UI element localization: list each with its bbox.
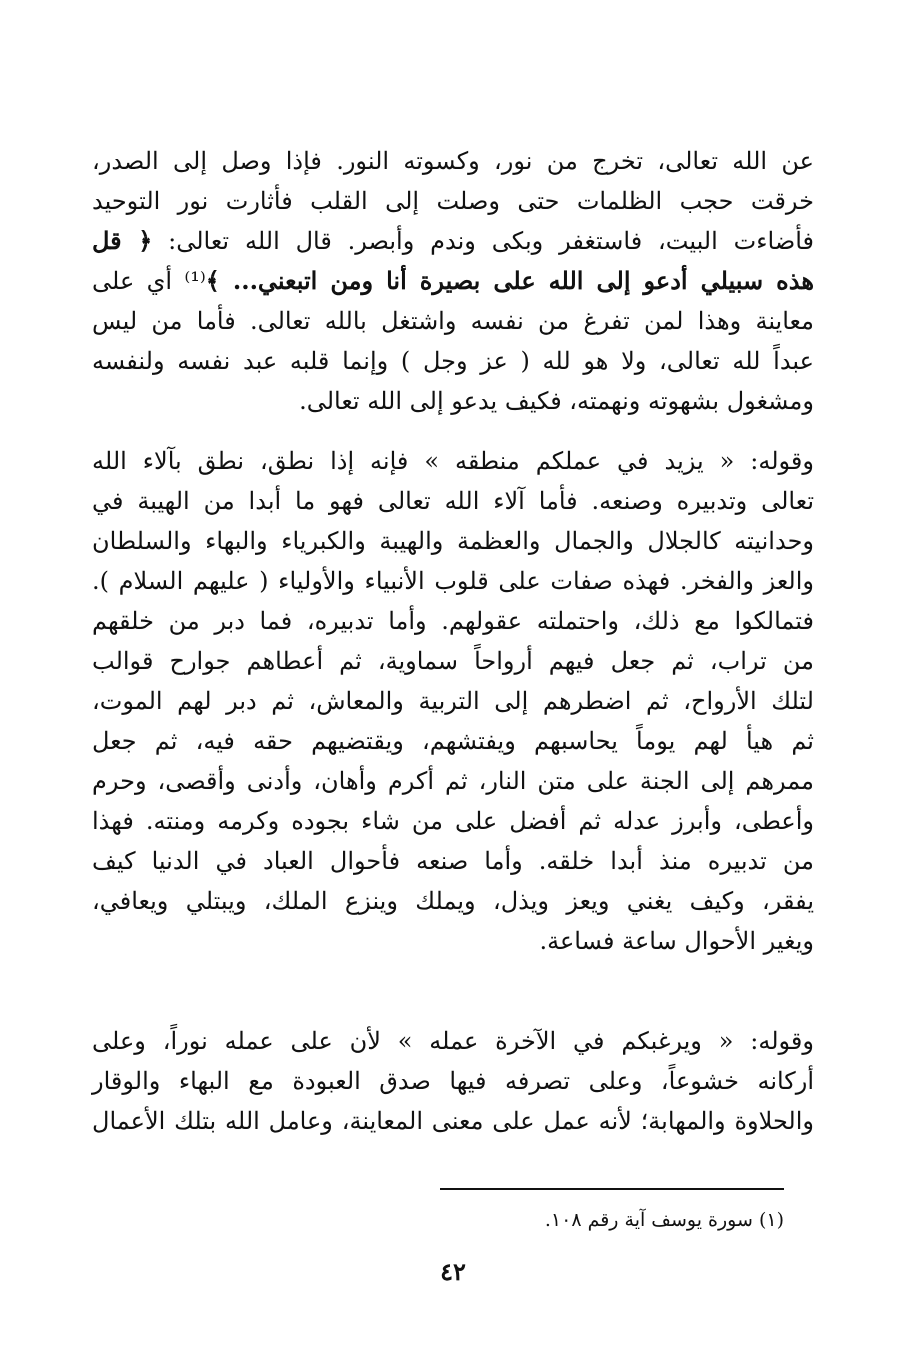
text-line: من تراب، ثم جعل فيهم أرواحاً سماوية، ثم أعطاهم جوارح قوالب xyxy=(92,647,814,675)
text-line: ويغير الأحوال ساعة فساعة. xyxy=(539,927,814,955)
book-page xyxy=(92,0,814,1358)
text-line: وقوله: « يزيد في عملكم منطقه » فإنه إذا نطق، نطق بآلاء الله xyxy=(92,447,814,475)
quran-verse: هذه سبيلي أدعو إلى الله على بصيرة أنا ومن اتبعني... ﴾ xyxy=(205,266,815,295)
text-line: فتمالكوا مع ذلك، واحتملته عقولهم. وأما تدبيره، فما دبر من خلقهم xyxy=(92,607,814,635)
footnote-divider xyxy=(440,1188,784,1190)
text-run: فأضاءت البيت، فاستغفر وبكى وندم وأبصر. قال الله تعالى: xyxy=(152,227,814,255)
text-line: من تدبيره منذ أبدا خلقه. وأما صنعه فأحوال العباد في الدنيا كيف xyxy=(92,847,814,875)
footnote: (١) سورة يوسف آية رقم ١٠٨. xyxy=(544,1209,784,1231)
text-line: وقوله: « ويرغبكم في الآخرة عمله » لأن على عمله نوراً، وعلى xyxy=(92,1027,814,1055)
text-line: والعز والفخر. فهذه صفات على قلوب الأنبياء والأولياء ( عليهم السلام ). xyxy=(92,567,814,595)
text-line: ومشغول بشهوته ونهمته، فكيف يدعو إلى الله تعالى. xyxy=(299,387,814,415)
text-line: لتلك الأرواح، ثم اضطرهم إلى التربية والمعاش، ثم دبر لهم الموت، xyxy=(92,687,814,715)
text-line: وحدانيته كالجلال والجمال والعظمة والهيبة والكبرياء والبهاء والسلطان xyxy=(92,527,814,555)
page-number: ٤٢ xyxy=(440,1257,466,1286)
text-line: أركانه خشوعاً، وعلى تصرفه فيها صدق العبودة مع البهاء والوقار xyxy=(92,1067,814,1095)
text-line: تعالى وتدبيره وصنعه. فأما آلاء الله تعالى فهو ما أبدا من الهيبة في xyxy=(92,487,814,515)
text-line: والحلاوة والمهابة؛ لأنه عمل على معنى المعاينة، وعامل الله بتلك الأعمال xyxy=(92,1107,814,1135)
text-line: عبداً لله تعالى، ولا هو لله ( عز وجل ) وإنما قلبه عبد نفسه ولنفسه xyxy=(92,347,814,375)
text-line: معاينة وهذا لمن تفرغ من نفسه واشتغل بالله تعالى. فأما من ليس xyxy=(92,307,814,335)
text-line xyxy=(92,221,814,261)
text-line xyxy=(92,261,814,301)
text-line: عن الله تعالى، تخرج من نور، وكسوته النور. فإذا وصل إلى الصدر، xyxy=(92,147,814,175)
text-line: خرقت حجب الظلمات حتى وصلت إلى القلب فأثارت نور التوحيد xyxy=(92,187,814,215)
text-line: يفقر، وكيف يغني ويعز ويذل، ويملك وينزع الملك، ويبتلي ويعافي، xyxy=(92,887,814,915)
text-line: ممرهم إلى الجنة على متن النار، ثم أكرم وأهان، وأدنى وأقصى، وحرم xyxy=(92,767,814,795)
text-run: ⁽¹⁾ أي على xyxy=(92,267,206,295)
text-line: وأعطى، وأبرز عدله ثم أفضل على من شاء بجوده وكرمه ومنته. فهذا xyxy=(92,807,814,835)
quran-verse-start: ﴿ قل xyxy=(92,226,153,255)
text-line: ثم هيأ لهم يوماً يحاسبهم ويفتشهم، ويقتضيهم حقه فيه، ثم جعل xyxy=(92,727,814,755)
